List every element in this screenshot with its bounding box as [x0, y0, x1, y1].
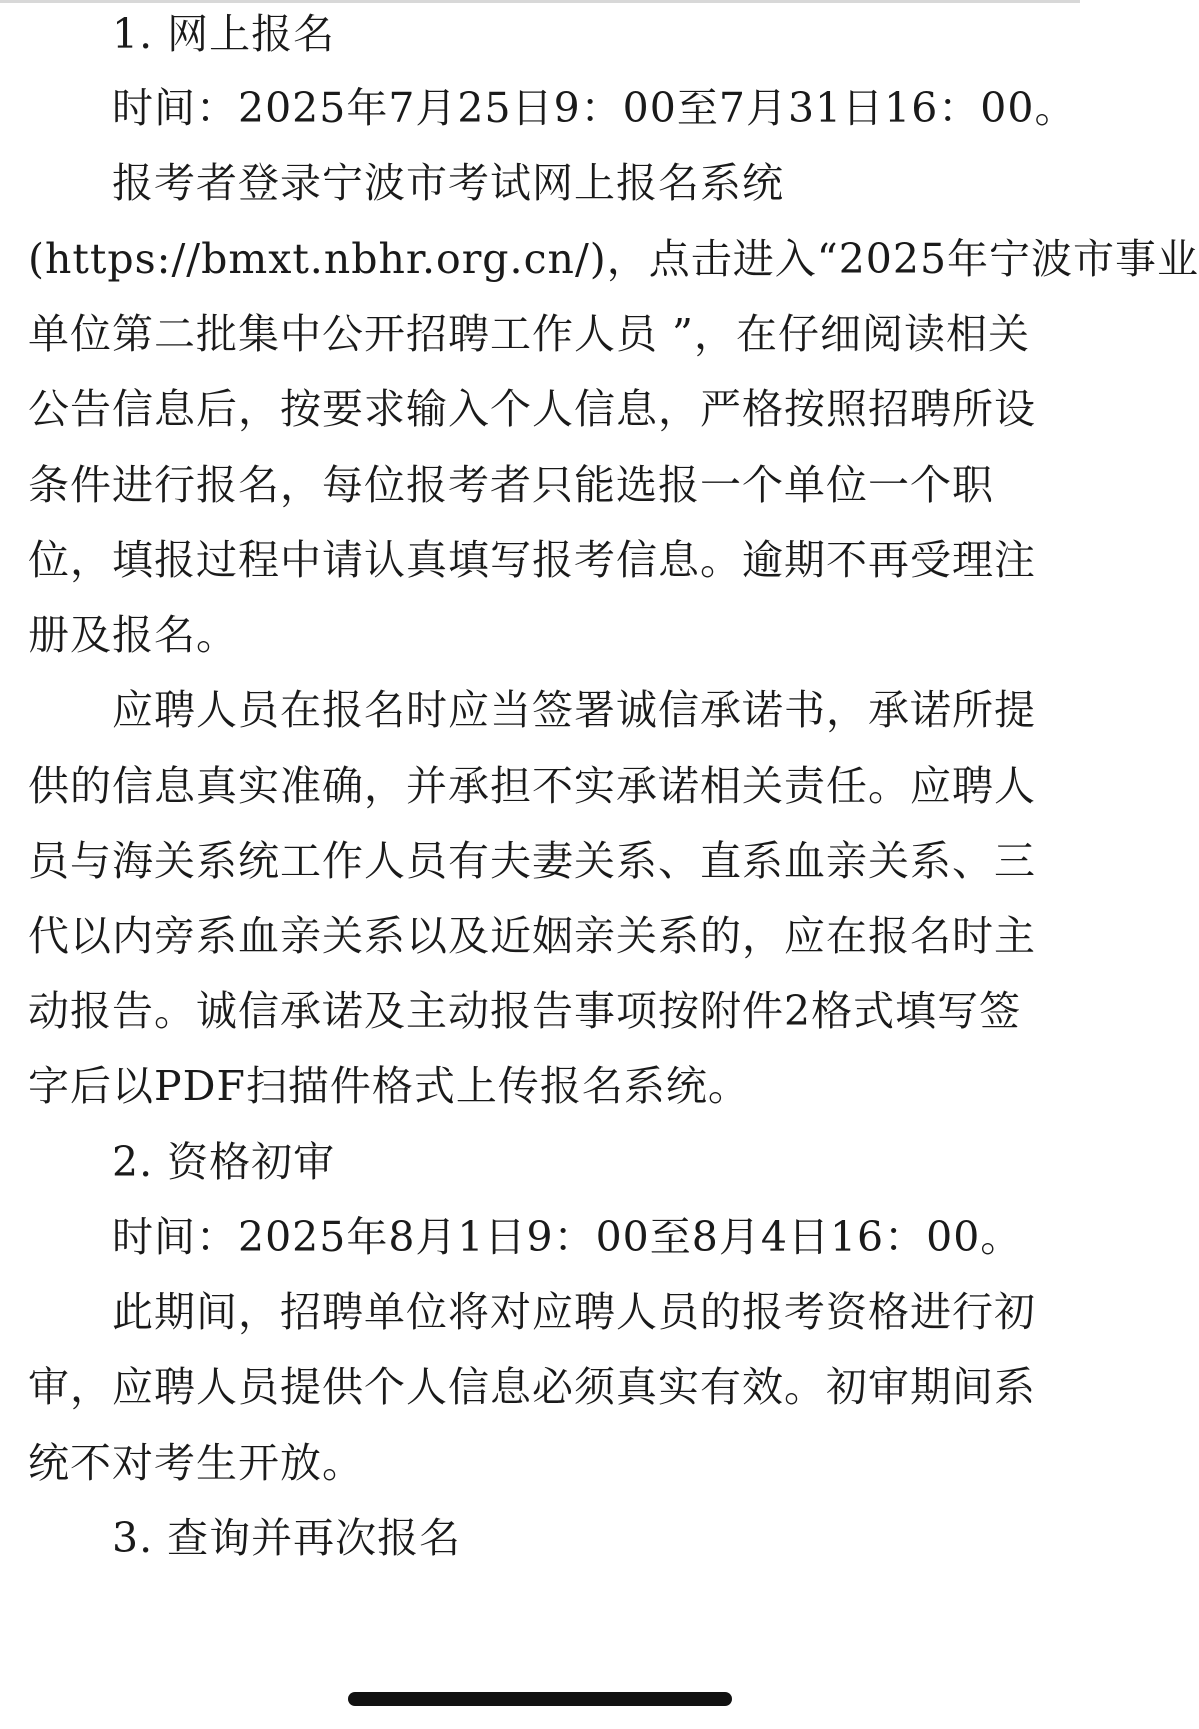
paragraph-line: 动报告。诚信承诺及主动报告事项按附件2格式填写签: [28, 987, 1022, 1035]
paragraph-line: 条件进行报名，每位报考者只能选报一个单位一个职: [28, 461, 994, 509]
paragraph-line: 报考者登录宁波市考试网上报名系统: [112, 159, 784, 207]
paragraph-line: 审，应聘人员提供个人信息必须真实有效。初审期间系: [28, 1363, 1036, 1411]
section-heading-online-registration: 1. 网上报名: [112, 10, 336, 58]
paragraph-line: 员与海关系统工作人员有夫妻关系、直系血亲关系、三: [28, 837, 1036, 885]
paragraph-line: 字后以PDF扫描件格式上传报名系统。: [28, 1062, 750, 1110]
registration-time-line: 时间：2025年7月25日9：00至7月31日16：00。: [112, 84, 1077, 132]
paragraph-line: 单位第二批集中公开招聘工作人员 ”，在仔细阅读相关: [28, 310, 1030, 358]
top-divider: [0, 0, 1080, 3]
paragraph-line: 统不对考生开放。: [28, 1439, 364, 1487]
paragraph-line: 应聘人员在报名时应当签署诚信承诺书，承诺所提: [112, 686, 1036, 734]
paragraph-line: (https://bmxt.nbhr.org.cn/)，点击进入“2025年宁波市事业: [28, 235, 1199, 283]
paragraph-line: 代以内旁系血亲关系以及近姻亲关系的，应在报名时主: [28, 912, 1036, 960]
section-heading-query-reregister: 3. 查询并再次报名: [112, 1514, 462, 1562]
paragraph-line: 此期间，招聘单位将对应聘人员的报考资格进行初: [112, 1288, 1036, 1336]
paragraph-line: 位，填报过程中请认真填写报考信息。逾期不再受理注: [28, 536, 1036, 584]
paragraph-line: 册及报名。: [28, 611, 238, 659]
review-time-line: 时间：2025年8月1日9：00至8月4日16：00。: [112, 1213, 1023, 1261]
home-indicator[interactable]: [348, 1692, 732, 1706]
section-heading-preliminary-review: 2. 资格初审: [112, 1138, 336, 1186]
paragraph-line: 供的信息真实准确，并承担不实承诺相关责任。应聘人: [28, 762, 1036, 810]
paragraph-line: 公告信息后，按要求输入个人信息，严格按照招聘所设: [28, 385, 1036, 433]
